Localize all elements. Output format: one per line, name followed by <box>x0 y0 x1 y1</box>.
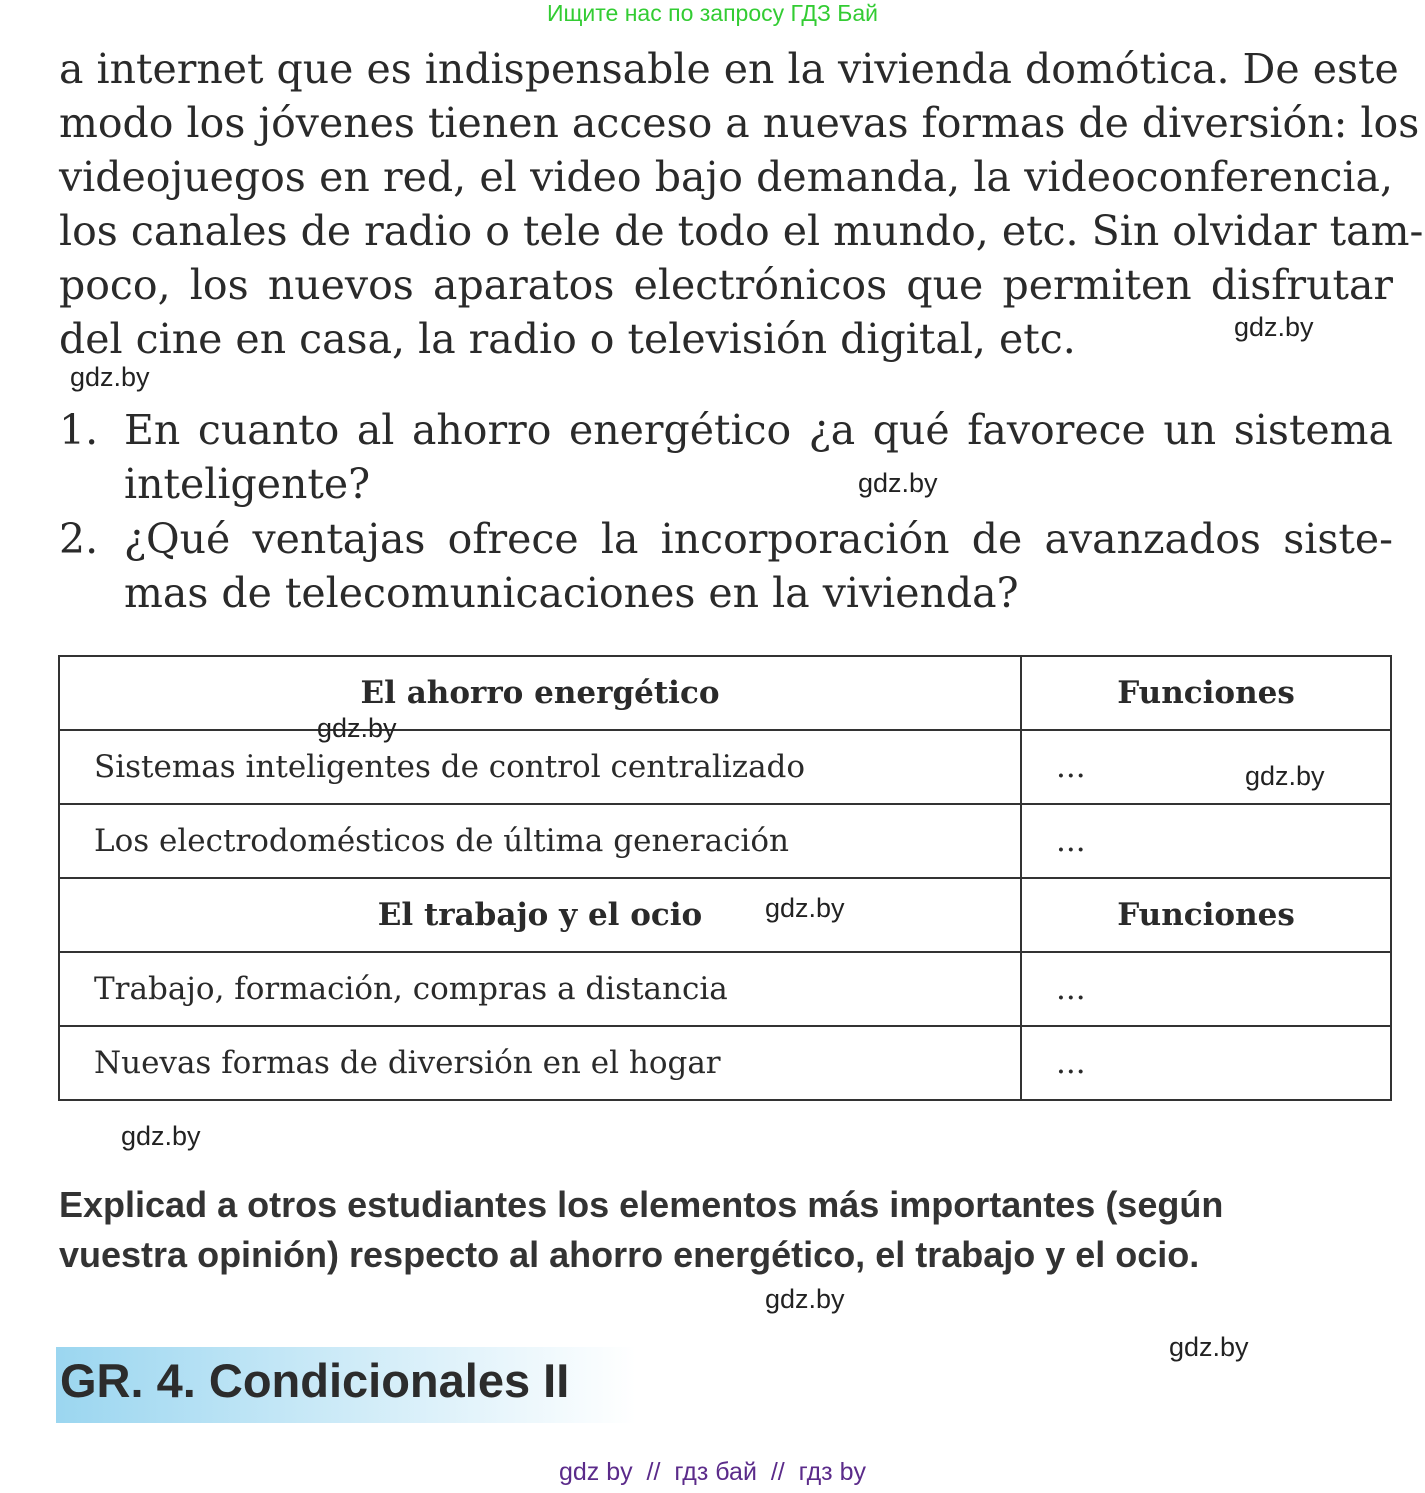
paragraph-line: a internet que es indispensable en la vivienda domótica. De este <box>59 45 1399 93</box>
watermark: gdz.by <box>1169 1332 1249 1362</box>
watermark: gdz.by <box>317 713 397 743</box>
watermark: gdz.by <box>121 1121 201 1151</box>
table-header-row <box>59 878 1391 952</box>
task-line: vuestra opinión) respecto al ahorro energético, el trabajo y el ocio. <box>59 1234 1200 1275</box>
watermark: gdz.by <box>1234 312 1314 342</box>
watermark: gdz.by <box>70 362 150 392</box>
question-number: 1. <box>59 406 99 454</box>
table-row <box>59 730 1391 804</box>
paragraph-line: del cine en casa, la radio o televisión digital, etc. <box>59 315 1076 363</box>
reading-paragraph <box>59 42 1424 366</box>
column-header: Funciones <box>1021 656 1391 730</box>
table-cell: Los electrodomésticos de última generación <box>59 804 1021 878</box>
table-cell: ... <box>1021 952 1391 1026</box>
paragraph-line: modo los jóvenes tienen acceso a nuevas formas de diversión: los <box>59 99 1420 147</box>
column-header: El trabajo y el ocio <box>59 878 1021 952</box>
table-cell: ... <box>1021 1026 1391 1100</box>
table-cell: ... <box>1021 730 1391 804</box>
watermark: gdz.by <box>1245 761 1325 791</box>
watermark: gdz.by <box>765 893 845 923</box>
question-line: ¿Qué ventajas ofrece la incorporación de avanzados siste- <box>124 515 1393 563</box>
paragraph-line: los canales de radio o tele de todo el mundo, etc. Sin olvidar tam- <box>59 207 1424 255</box>
table-row <box>59 804 1391 878</box>
task-instruction <box>59 1180 1399 1280</box>
question-line: mas de telecomunicaciones en la vivienda? <box>124 569 1019 617</box>
table-cell: Nuevas formas de diversión en el hogar <box>59 1026 1021 1100</box>
task-line: Explicad a otros estudiantes los elementos más importantes (según <box>59 1184 1224 1225</box>
functions-table <box>58 655 1392 1101</box>
table-cell: ... <box>1021 804 1391 878</box>
table-cell: Sistemas inteligentes de control centralizado <box>59 730 1021 804</box>
table-row <box>59 1026 1391 1100</box>
watermark: gdz.by <box>765 1284 845 1314</box>
footer-links: gdz by // гдз бай // гдз by <box>558 1458 866 1486</box>
column-header: El ahorro energético <box>59 656 1021 730</box>
table-header-row <box>59 656 1391 730</box>
section-title: GR. 4. Condicionales II <box>60 1354 570 1407</box>
question-number: 2. <box>59 515 99 563</box>
paragraph-line: poco, los nuevos aparatos electrónicos que permiten disfrutar <box>59 261 1393 309</box>
question-line: En cuanto al ahorro energético ¿a qué favorece un sistema <box>124 406 1393 454</box>
column-header: Funciones <box>1021 878 1391 952</box>
table-cell: Trabajo, formación, compras a distancia <box>59 952 1021 1026</box>
watermark: gdz.by <box>858 468 938 498</box>
paragraph-line: videojuegos en red, el video bajo demanda, la videoconferencia, <box>59 153 1393 201</box>
table-row <box>59 952 1391 1026</box>
header-notice: Ищите нас по запросу ГДЗ Бай <box>546 0 879 26</box>
question-line: inteligente? <box>124 460 371 508</box>
